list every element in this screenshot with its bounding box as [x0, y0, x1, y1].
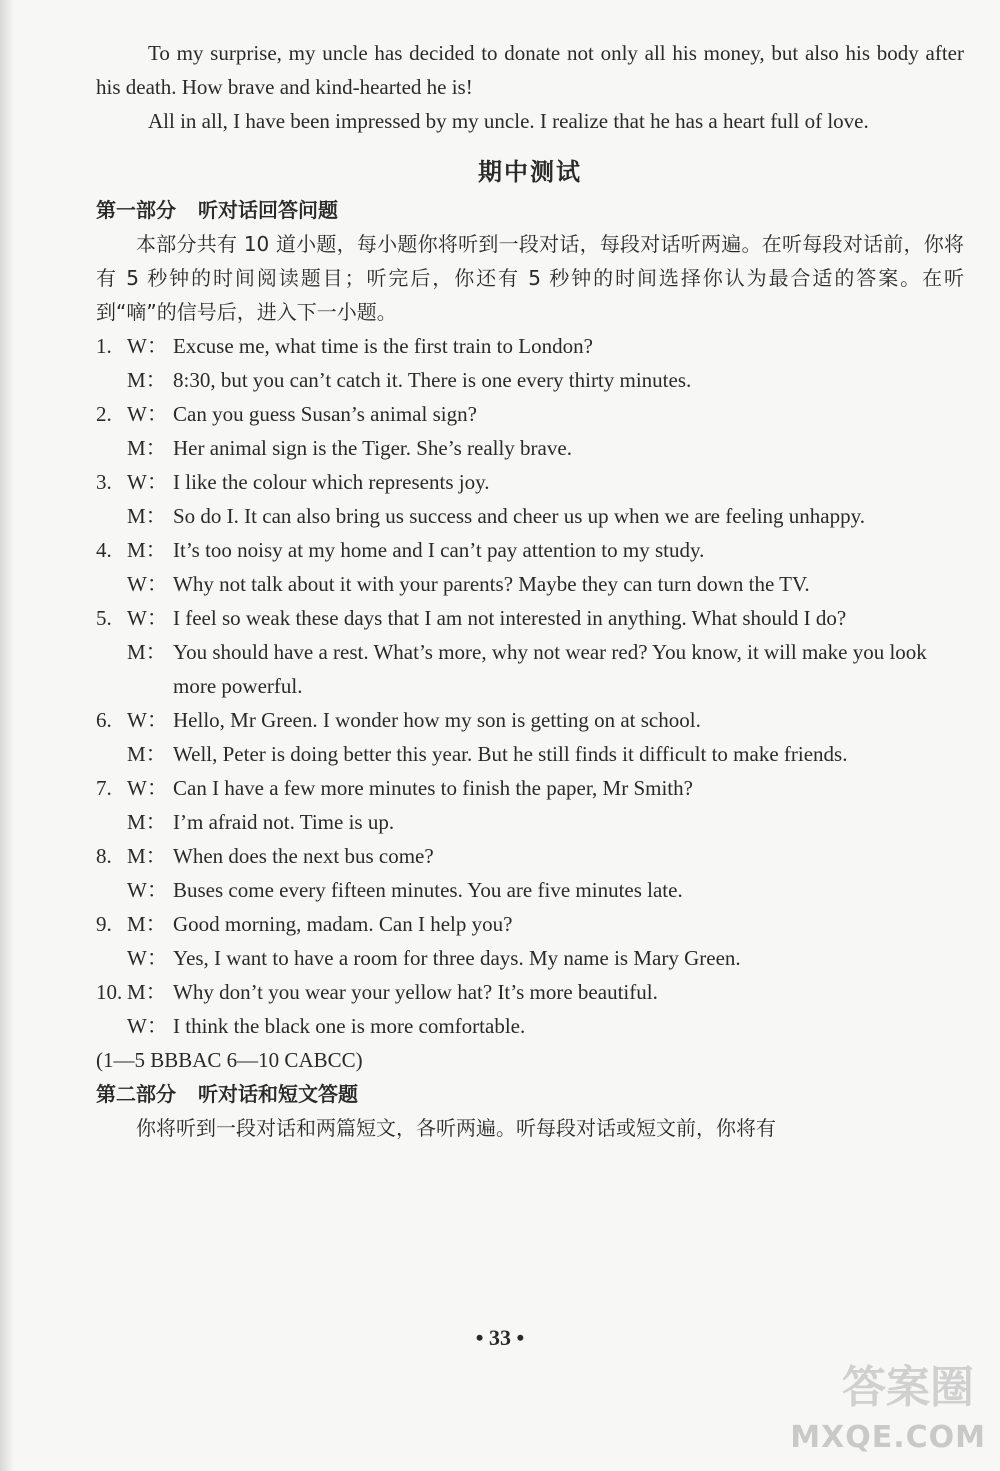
page-content	[96, 36, 964, 1145]
dialog-text: So do I. It can also bring us success and cheer us up when we are feeling unhappy.	[173, 504, 866, 528]
dialog-line	[96, 703, 964, 737]
dialog-line	[96, 839, 964, 873]
speaker-label: W：	[127, 334, 168, 358]
intro-line: heart full of love.	[722, 109, 869, 133]
watermark	[784, 1353, 994, 1463]
intro-line: but also his body after his death. How brave and kind-hearted he is!	[96, 41, 964, 99]
speaker-label: M：	[127, 980, 167, 1004]
question-number: 1.	[96, 334, 112, 358]
dialog-text: It’s too noisy at my home and I can’t pay attention to my study.	[173, 538, 705, 562]
dialog-line	[96, 975, 964, 1009]
question-number	[96, 499, 127, 533]
watermark-logo: 答案圈	[842, 1362, 974, 1413]
dialog-text: 8:30, but you can’t catch it. There is one every thirty minutes.	[173, 368, 692, 392]
speaker-label: W：	[127, 1014, 168, 1038]
intro-line: To my surprise, my uncle has decided to donate not only all his money,	[148, 41, 765, 65]
dialog-line	[96, 465, 964, 499]
question-number: 4.	[96, 538, 112, 562]
speaker-label: M：	[127, 912, 167, 936]
instruction-line: 你将听到一段对话和两篇短文，各听两遍。听每段对话或短文前，你将有	[136, 1116, 776, 1140]
dialog-list	[96, 329, 964, 1043]
part2-title: 听对话和短文答题	[198, 1082, 358, 1106]
dialog-text: Yes, I want to have a room for three days. My name is Mary Green.	[173, 946, 741, 970]
speaker-label: W：	[127, 776, 168, 800]
intro-line: All in all, I have been impressed by my uncle. I realize that he has a	[148, 109, 718, 133]
dialog-text: Why not talk about it with your parents? Maybe they can turn down the TV.	[173, 572, 810, 596]
speaker-label: W：	[127, 708, 168, 732]
dialog-text: I’m afraid not. Time is up.	[173, 810, 395, 834]
instruction-line: 每段对话前，你将有 5 秒钟的时间阅读题目；听完后，你还有 5 秒钟的时间选择	[96, 232, 965, 290]
page-title: 期中测试	[478, 158, 582, 186]
dialog-text: I feel so weak these days that I am not interested in anything. What should I do?	[173, 606, 847, 630]
dialog-line	[96, 771, 964, 805]
dialog-text: Can I have a few more minutes to finish the paper, Mr Smith?	[173, 776, 693, 800]
dialog-line	[96, 533, 964, 567]
part1-instructions	[96, 227, 964, 329]
question-number: 6.	[96, 708, 112, 732]
question-number	[96, 737, 127, 771]
page-number: • 33 •	[475, 1325, 525, 1350]
dialog-line	[96, 805, 964, 839]
speaker-label: W：	[127, 878, 168, 902]
answer-key: (1—5 BBBAC 6—10 CABCC)	[96, 1048, 363, 1072]
speaker-label: M：	[127, 742, 167, 766]
speaker-label: M：	[127, 640, 167, 664]
dialog-line	[96, 1009, 964, 1043]
instruction-line: 本部分共有 10 道小题，每小题你将听到一段对话，每段对话听两遍。在听	[136, 232, 803, 256]
question-number: 5.	[96, 606, 112, 630]
question-number	[96, 1009, 127, 1043]
dialog-line	[96, 431, 964, 465]
dialog-text: I like the colour which represents joy.	[173, 470, 490, 494]
speaker-label: M：	[127, 844, 167, 868]
speaker-label: M：	[127, 504, 167, 528]
speaker-label: M：	[127, 538, 167, 562]
dialog-line	[96, 873, 964, 907]
dialog-line	[96, 907, 964, 941]
speaker-label: W：	[127, 606, 168, 630]
question-number: 9.	[96, 912, 112, 936]
dialog-text: Can you guess Susan’s animal sign?	[173, 402, 477, 426]
instruction-line: 你认为最合适的答案。在听到“嘀”的信号后，进入下一小题。	[96, 266, 965, 324]
dialog-text: Her animal sign is the Tiger. She’s really brave.	[173, 436, 572, 460]
watermark-site: MXQE.COM	[790, 1420, 986, 1455]
speaker-label: W：	[127, 470, 168, 494]
dialog-text: When does the next bus come?	[173, 844, 434, 868]
part1-heading	[96, 193, 964, 227]
dialog-line	[96, 329, 964, 363]
dialog-text: Hello, Mr Green. I wonder how my son is getting on at school.	[173, 708, 701, 732]
question-number	[96, 363, 127, 397]
question-number	[96, 635, 127, 703]
question-number: 3.	[96, 470, 112, 494]
question-number	[96, 941, 127, 975]
question-number: 2.	[96, 402, 112, 426]
dialog-text: I think the black one is more comfortable.	[173, 1014, 526, 1038]
speaker-label: M：	[127, 368, 167, 392]
dialog-line	[96, 499, 964, 533]
dialog-text: Buses come every fifteen minutes. You are five minutes late.	[173, 878, 683, 902]
part1-title: 听对话回答问题	[198, 198, 338, 222]
dialog-line	[96, 941, 964, 975]
dialog-line	[96, 601, 964, 635]
speaker-label: W：	[127, 402, 168, 426]
dialog-line	[96, 737, 964, 771]
dialog-text: You should have a rest. What’s more, why not wear red? You know, it will make you look more powerful.	[173, 640, 927, 698]
page-binding-shadow	[0, 0, 14, 1471]
question-number	[96, 873, 127, 907]
dialog-line	[96, 363, 964, 397]
part2-instructions	[96, 1111, 964, 1145]
part1-label: 第一部分	[96, 198, 176, 222]
question-number	[96, 805, 127, 839]
question-number: 8.	[96, 844, 112, 868]
part2-heading	[96, 1077, 964, 1111]
speaker-label: W：	[127, 946, 168, 970]
dialog-text: Excuse me, what time is the first train to London?	[173, 334, 593, 358]
speaker-label: W：	[127, 572, 168, 596]
question-number	[96, 567, 127, 601]
speaker-label: M：	[127, 436, 167, 460]
question-number	[96, 431, 127, 465]
intro-paragraph-1	[96, 36, 964, 104]
dialog-line	[96, 635, 964, 703]
dialog-line	[96, 397, 964, 431]
question-number: 7.	[96, 776, 112, 800]
dialog-line	[96, 567, 964, 601]
question-number: 10.	[96, 980, 123, 1004]
dialog-text: Well, Peter is doing better this year. But he still finds it difficult to make friends.	[173, 742, 848, 766]
intro-paragraph-2	[96, 104, 964, 138]
dialog-text: Why don’t you wear your yellow hat? It’s more beautiful.	[173, 980, 658, 1004]
speaker-label: M：	[127, 810, 167, 834]
dialog-text: Good morning, madam. Can I help you?	[173, 912, 513, 936]
part2-label: 第二部分	[96, 1082, 176, 1106]
